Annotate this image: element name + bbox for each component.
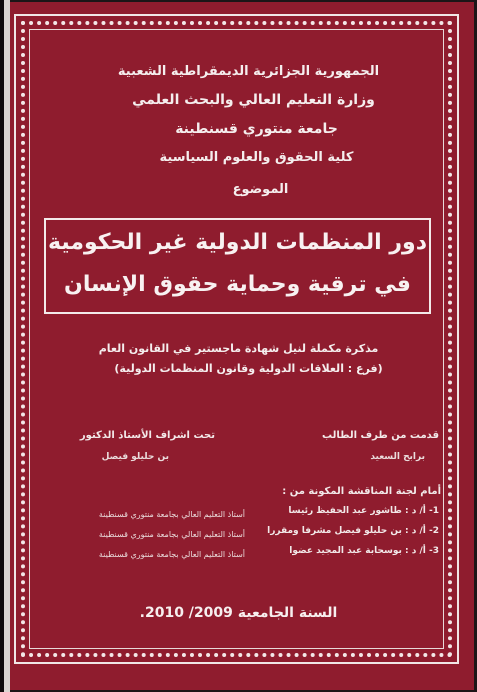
thesis-title-line-2: في ترقية وحماية حقوق الإنسان (64, 272, 411, 297)
republic-heading: الجمهورية الجزائرية الديمقراطية الشعبية (117, 64, 380, 79)
supervisor-label: تحت اشراف الأستاذ الدكتور (79, 430, 215, 441)
student-label: قدمت من طرف الطالب (321, 430, 439, 441)
committee-member-name: 3- أ/ د : بوسحابة عبد المجيد عضوا (289, 546, 439, 556)
committee-member-name: 2- أ/ د : بن حليلو فيصل مشرفا ومقررا (267, 526, 439, 536)
decorative-border (14, 14, 459, 664)
university-heading: جامعة منتوري قسنطينة (175, 121, 338, 137)
student-name: برابح السعيد (370, 452, 425, 462)
committee-member-role: أستاذ التعليم العالي بجامعة منتوري قسنطينة (98, 510, 245, 519)
academic-year: السنة الجامعية 2009/ 2010. (139, 605, 338, 621)
branch-statement: (فرع : العلاقات الدولية وقانون المنظمات الدولية) (114, 362, 383, 375)
title-box (44, 218, 431, 314)
faculty-heading: كلية الحقوق والعلوم السياسية (159, 150, 354, 165)
ministry-heading: وزارة التعليم العالي والبحث العلمي (132, 92, 375, 108)
subject-label: الموضوع (232, 182, 289, 197)
committee-heading: أمام لجنة المناقشة المكونة من : (282, 486, 441, 497)
committee-member-role: أستاذ التعليم العالي بجامعة منتوري قسنطينة (98, 530, 245, 539)
committee-member-role: أستاذ التعليم العالي بجامعة منتوري قسنطينة (98, 550, 245, 559)
thesis-title-line-1: دور المنظمات الدولية غير الحكومية (48, 230, 427, 255)
supervisor-name: بن حليلو فيصل (101, 452, 169, 462)
degree-statement: مذكرة مكملة لنيل شهادة ماجستير في القانون العام (98, 342, 379, 355)
committee-member-name: 1- أ/ د : طاشور عبد الحفيظ رئيسا (288, 506, 439, 516)
